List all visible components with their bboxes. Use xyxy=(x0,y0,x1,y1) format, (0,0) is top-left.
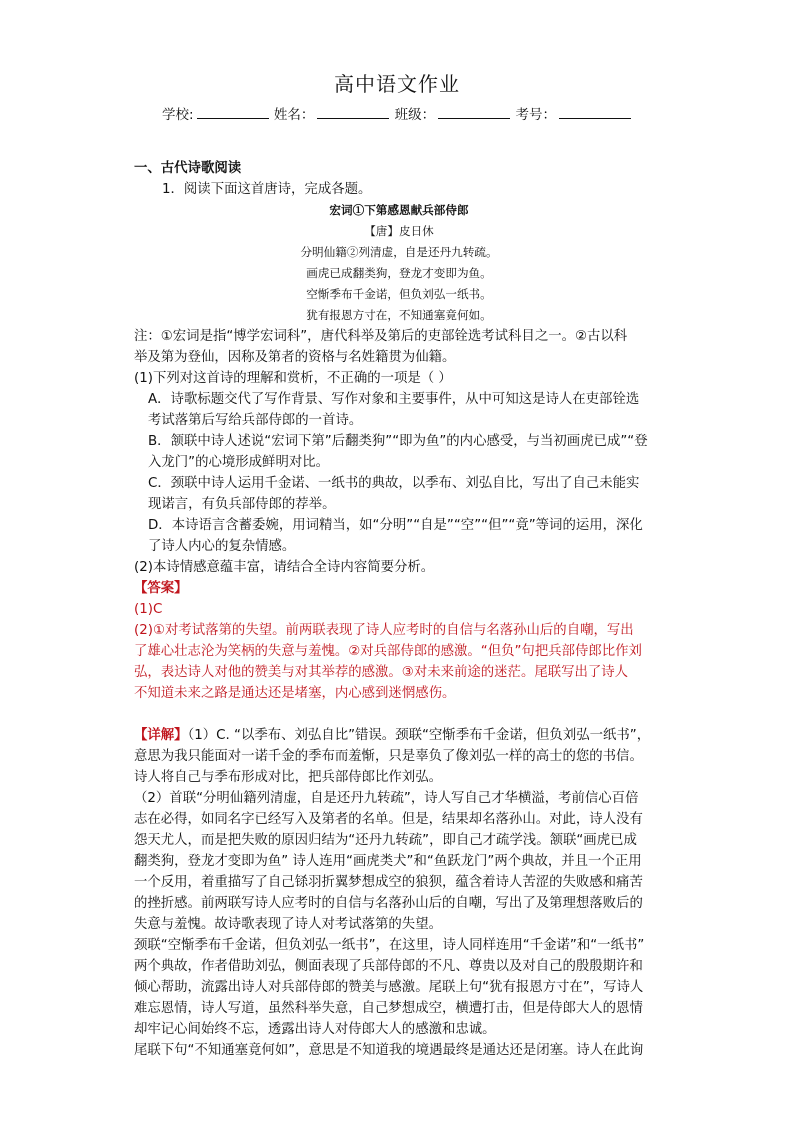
detail-line: 的挫折感。前两联写诗人应考时的自信与名落孙山后的自嘲，写出了及第理想落败后的 xyxy=(134,896,643,911)
exam-no-label: 考号： xyxy=(515,107,556,123)
answer-label: 【答案】 xyxy=(134,581,188,596)
school-label: 学校: xyxy=(162,107,194,123)
detail-line: 颈联“空惭季布千金诺，但负刘弘一纸书”，在这里，诗人同样连用“千金诺”和“一纸书” xyxy=(134,938,645,953)
detail-line: 两个典故，作者借助刘弘，侧面表现了兵部侍郎的不凡、尊贵以及对自己的殷殷期许和 xyxy=(134,959,643,974)
detail-line: 志在必得，如同名字已经写入及第者的名单。但是，结果却名落孙山。对此，诗人没有 xyxy=(134,812,643,827)
detail-text: （1）C. “以季布、刘弘自比”错误。颈联“空惭季布千金诺，但负刘弘一纸书”， xyxy=(187,728,651,743)
detail-line: 诗人将自己与季布形成对比，把兵部侍郎比作刘弘。 xyxy=(134,770,442,785)
poem-note: 举及第为登仙，因称及第者的资格与名姓籍贯为仙籍。 xyxy=(134,350,456,365)
poem-line: 画虎已成翻类狗，登龙才变即为鱼。 xyxy=(306,266,492,280)
page-title: 高中语文作业 xyxy=(334,72,460,96)
detail-line: 失意与羞愧。故诗歌表现了诗人对考试落第的失望。 xyxy=(134,917,442,932)
poem-author: 【唐】皮日休 xyxy=(364,224,434,238)
poem-line: 犹有报恩方寸在，不知通塞竟何如。 xyxy=(306,308,492,322)
q1-option: A．诗歌标题交代了写作背景、写作对象和主要事件，从中可知这是诗人在吏部铨选 xyxy=(148,392,640,407)
poem-note: 注：①宏词是指“博学宏词科”，唐代科举及第后的吏部铨选考试科目之一。②古以科 xyxy=(134,329,628,344)
spacer xyxy=(134,704,664,725)
detail-label: 【详解】 xyxy=(134,728,188,743)
detail-line: 翻类狗，登龙才变即为鱼” 诗人连用“画虎类犬”和“鱼跃龙门”两个典故，并且一个正用 xyxy=(134,854,642,869)
name-blank xyxy=(317,106,389,119)
name-label: 姓名： xyxy=(273,107,315,123)
school-blank xyxy=(197,106,269,119)
q1-option: D．本诗语言含蓄委婉，用词精当，如“分明”“自是”“空”“但”“竟”等词的运用，深化 xyxy=(148,518,643,533)
question-intro: 1．阅读下面这首唐诗，完成各题。 xyxy=(162,182,372,197)
answer-2-line: 弘，表达诗人对他的赞美与对其举荐的感激。③对未来前途的迷茫。尾联写出了诗人 xyxy=(134,665,629,680)
exam-no-blank xyxy=(559,106,631,119)
detail-line: 怨天尤人，而是把失败的原因归结为“还丹九转疏”，即自己才疏学浅。颔联“画虎已成 xyxy=(134,833,637,848)
detail-line: 难忘恩情，诗人写道，虽然科举失意，自己梦想成空，横遭打击，但是侍郎大人的恩情 xyxy=(134,1001,643,1016)
detail-line xyxy=(134,725,664,746)
student-info-line xyxy=(0,103,794,123)
section-heading: 一、古代诗歌阅读 xyxy=(134,161,242,176)
class-blank xyxy=(438,106,510,119)
answer-2-line: 了雄心壮志沦为笑柄的失意与羞愧。②对兵部侍郎的感激。“但负”句把兵部侍郎比作刘 xyxy=(134,644,642,659)
poem-line: 空惭季布千金诺，但负刘弘一纸书。 xyxy=(306,287,492,301)
document-body xyxy=(134,158,664,1061)
detail-line: 尾联下句“不知通塞竟何如”，意思是不知道我的境遇最终是通达还是闭塞。诗人在此询 xyxy=(134,1043,644,1058)
detail-line: 一个反用，着重描写了自己铩羽折翼梦想成空的狼狈，蕴含着诗人苦涩的失败感和痛苦 xyxy=(134,875,643,890)
q1-option: 考试落第后写给兵部侍郎的一首诗。 xyxy=(148,413,363,428)
poem xyxy=(134,200,664,326)
q1-stem: (1)下列对这首诗的理解和赏析，不正确的一项是（ ） xyxy=(134,371,452,386)
q1-option: 现诺言，有负兵部侍郎的荐举。 xyxy=(148,497,336,512)
poem-title: 宏词①下第感恩献兵部侍郎 xyxy=(329,203,469,217)
class-label: 班级： xyxy=(394,107,436,123)
poem-line: 分明仙籍②列清虚，自是还丹九转疏。 xyxy=(300,245,498,259)
detail-line: 倾心帮助，流露出诗人对兵部侍郎的赞美与感激。尾联上句“犹有报恩方寸在”，写诗人 xyxy=(134,980,644,995)
q1-option: B．颔联中诗人述说“宏词下第”后翻类狗”“即为鱼”的内心感受，与当初画虎已成”“登 xyxy=(148,434,648,449)
answer-2-line: (2)①对考试落第的失望。前两联表现了诗人应考时的自信与名落孙山后的自嘲，写出 xyxy=(134,623,634,638)
answer-2-line: 不知道未来之路是通达还是堵塞，内心感到迷惘感伤。 xyxy=(134,686,456,701)
q1-option: 入龙门”的心境形成鲜明对比。 xyxy=(148,455,330,470)
detail-line: 意思为我只能面对一诺千金的季布而羞惭，只是辜负了像刘弘一样的高士的您的书信。 xyxy=(134,749,643,764)
detail-line: （2）首联“分明仙籍列清虚，自是还丹九转疏”，诗人写自己才华横溢，考前信心百倍 xyxy=(134,791,639,806)
answer-1: (1)C xyxy=(134,602,163,617)
q1-option: 了诗人内心的复杂情感。 xyxy=(148,539,296,554)
q2-stem: (2)本诗情感意蕴丰富，请结合全诗内容简要分析。 xyxy=(134,560,435,575)
detail-line: 却牢记心间始终不忘，透露出诗人对侍郎大人的感激和忠诚。 xyxy=(134,1022,496,1037)
q1-option: C．颈联中诗人运用千金诺、一纸书的典故，以季布、刘弘自比，写出了自己未能实 xyxy=(148,476,640,491)
